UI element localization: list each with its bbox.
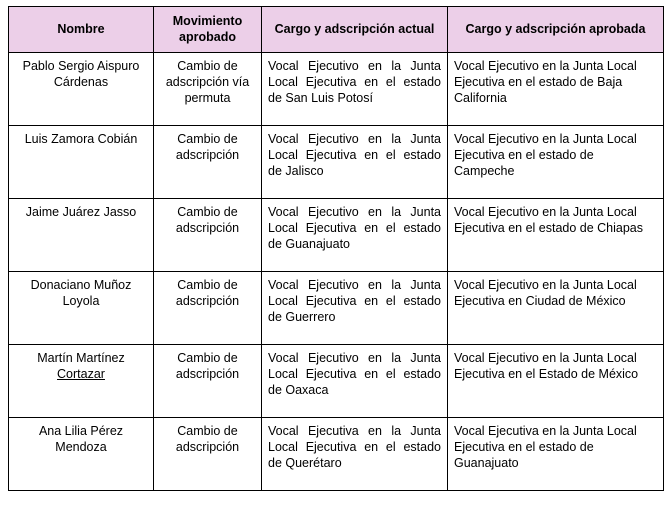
- cell-cargo-aprobado: Vocal Ejecutivo en la Junta Local Ejecutiva en Ciudad de México: [448, 272, 664, 345]
- cell-nombre: Jaime Juárez Jasso: [9, 199, 154, 272]
- adscripcion-table: [8, 6, 664, 491]
- cell-cargo-actual: Vocal Ejecutivo en la Junta Local Ejecutiva en el estado de Jalisco: [262, 126, 448, 199]
- cell-nombre: [9, 345, 154, 418]
- cell-movimiento: Cambio de adscripción: [154, 418, 262, 491]
- column-header-nombre: Nombre: [9, 7, 154, 53]
- cell-cargo-actual: Vocal Ejecutivo en la Junta Local Ejecutiva en el estado de Guanajuato: [262, 199, 448, 272]
- column-header-cargo-adscripcion-actual: Cargo y adscripción actual: [262, 7, 448, 53]
- cell-nombre: Ana Lilia Pérez Mendoza: [9, 418, 154, 491]
- cell-movimiento: Cambio de adscripción: [154, 272, 262, 345]
- cell-cargo-aprobado: Vocal Ejecutivo en la Junta Local Ejecutiva en el estado de Baja California: [448, 53, 664, 126]
- cell-nombre-text: Martín Martínez: [37, 351, 125, 366]
- column-header-movimiento-aprobado: Movimiento aprobado: [154, 7, 262, 53]
- table-row: [9, 345, 664, 418]
- column-header-cargo-adscripcion-aprobada: Cargo y adscripción aprobada: [448, 7, 664, 53]
- table-row: [9, 272, 664, 345]
- cell-cargo-aprobado: Vocal Ejecutivo en la Junta Local Ejecutiva en el Estado de México: [448, 345, 664, 418]
- cell-nombre: Pablo Sergio Aispuro Cárdenas: [9, 53, 154, 126]
- cell-cargo-aprobado: Vocal Ejecutiva en la Junta Local Ejecutiva en el estado de Guanajuato: [448, 418, 664, 491]
- cell-cargo-actual: Vocal Ejecutiva en la Junta Local Ejecutiva en el estado de Querétaro: [262, 418, 448, 491]
- cell-movimiento: Cambio de adscripción vía permuta: [154, 53, 262, 126]
- cell-nombre-underlined-text: Cortazar: [57, 367, 105, 382]
- cell-cargo-actual: Vocal Ejecutivo en la Junta Local Ejecutiva en el estado de Guerrero: [262, 272, 448, 345]
- table-row: [9, 126, 664, 199]
- table-row: [9, 199, 664, 272]
- cell-nombre: Luis Zamora Cobián: [9, 126, 154, 199]
- cell-movimiento: Cambio de adscripción: [154, 126, 262, 199]
- table-header: [9, 7, 664, 53]
- cell-cargo-actual: Vocal Ejecutivo en la Junta Local Ejecutiva en el estado de Oaxaca: [262, 345, 448, 418]
- table-row: [9, 53, 664, 126]
- cell-cargo-actual: Vocal Ejecutivo en la Junta Local Ejecutiva en el estado de San Luis Potosí: [262, 53, 448, 126]
- cell-movimiento: Cambio de adscripción: [154, 345, 262, 418]
- cell-movimiento: Cambio de adscripción: [154, 199, 262, 272]
- table-body: [9, 53, 664, 491]
- cell-cargo-aprobado: Vocal Ejecutivo en la Junta Local Ejecutiva en el estado de Campeche: [448, 126, 664, 199]
- table-header-row: [9, 7, 664, 53]
- table-row: [9, 418, 664, 491]
- cell-cargo-aprobado: Vocal Ejecutivo en la Junta Local Ejecutiva en el estado de Chiapas: [448, 199, 664, 272]
- cell-nombre: Donaciano Muñoz Loyola: [9, 272, 154, 345]
